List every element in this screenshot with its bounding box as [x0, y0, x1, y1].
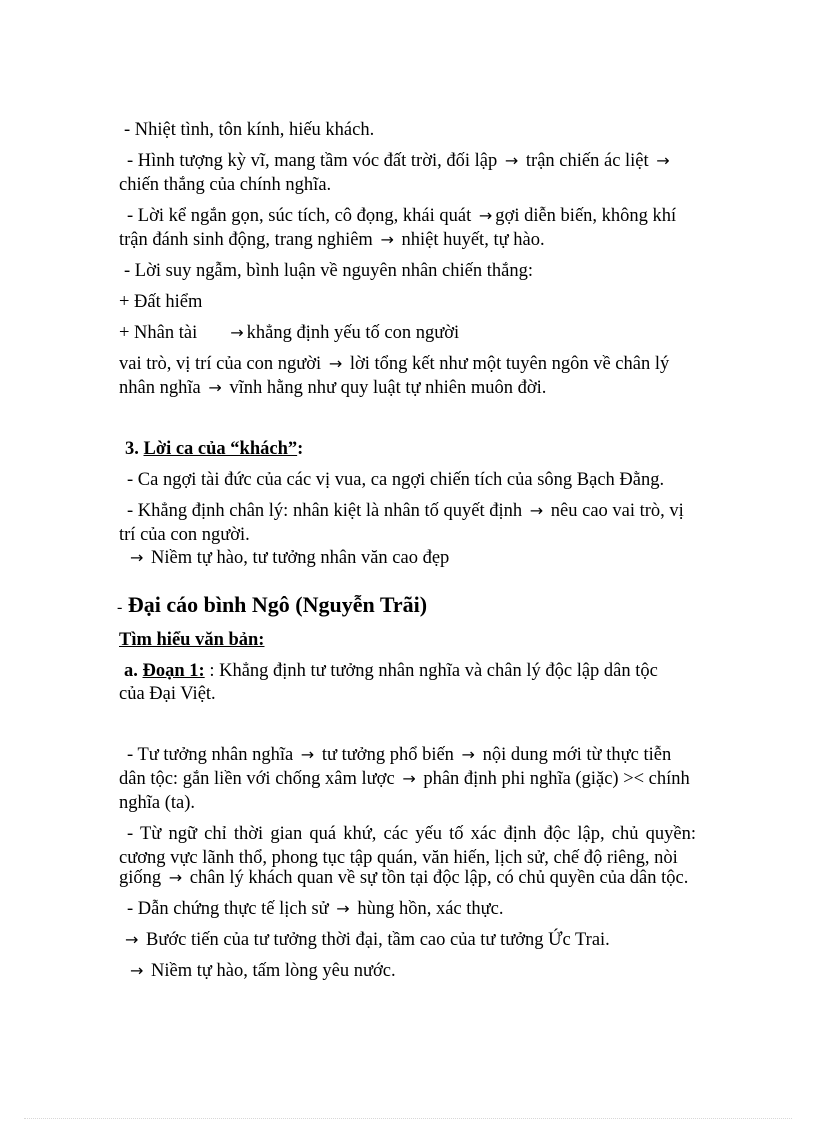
arrow-right-icon: → [130, 548, 144, 567]
text-line: → Niềm tự hào, tư tưởng nhân văn cao đẹp [127, 546, 704, 570]
text-line: trận đánh sinh động, trang nghiêm → nhiệt huyết, tự hào. [119, 230, 545, 250]
arrow-right-icon: → [478, 206, 493, 225]
arrow-right-icon: → [504, 151, 519, 170]
arrow-right-icon: → [402, 769, 416, 788]
text-line: - Ca ngợi tài đức của các vị vua, ca ngợi chiến tích của sông Bạch Đằng. [127, 470, 665, 490]
arrow-right-icon: → [656, 151, 670, 170]
arrow-right-icon: → [230, 323, 244, 342]
text-line: trí của con người. [119, 525, 250, 545]
arrow-right-icon: → [529, 501, 544, 520]
text-line: vai trò, vị trí của con người → lời tổng kết như một tuyên ngôn về chân lý [119, 354, 670, 374]
text-line: dân tộc: gắn liền với chống xâm lược → phân định phi nghĩa (giặc) >< chính [119, 769, 690, 789]
arrow-right-icon: → [461, 745, 475, 764]
sub-heading: Tìm hiểu văn bản: [119, 630, 265, 650]
text-line: - Lời suy ngẫm, bình luận về nguyên nhân chiến thắng: [124, 261, 533, 281]
text-line: nhân nghĩa → vĩnh hằng như quy luật tự nhiên muôn đời. [119, 378, 547, 398]
arrow-right-icon: → [130, 961, 144, 980]
text-line: + Nhân tài → khẳng định yếu tố con người [119, 323, 460, 343]
arrow-right-icon: → [380, 230, 394, 249]
text-line: - Nhiệt tình, tôn kính, hiếu khách. [124, 120, 375, 140]
arrow-right-icon: → [125, 930, 139, 949]
arrow-right-icon: → [300, 745, 315, 764]
text-paragraph: - Từ ngữ chỉ thời gian quá khứ, các yếu tố xác định độc lập, chủ quyền: cương vực lãnh thổ, phong tục tập quán, văn hiến, lịch sử, chế độ riêng, nòi [119, 824, 696, 868]
text-line: chiến thắng của chính nghĩa. [119, 175, 332, 195]
text-line: → Bước tiến của tư tưởng thời đại, tầm cao của tư tưởng Ức Trai. [122, 928, 699, 952]
text-paragraph: a. Đoạn 1: : Khẳng định tư tưởng nhân nghĩa và chân lý độc lập dân tộc [124, 661, 658, 681]
arrow-right-icon: → [328, 354, 343, 373]
section-heading: - Đại cáo bình Ngô (Nguyễn Trãi) [117, 592, 428, 617]
text-line: → Niềm tự hào, tấm lòng yêu nước. [127, 959, 704, 983]
arrow-right-icon: → [168, 868, 183, 887]
text-line: nghĩa (ta). [119, 793, 196, 813]
arrow-right-icon: → [336, 899, 350, 918]
text-line: của Đại Việt. [119, 684, 216, 704]
text-line: - Lời kể ngắn gọn, súc tích, cô đọng, khái quát → gợi diễn biến, không khí [127, 206, 677, 226]
arrow-right-icon: → [208, 378, 222, 397]
text-line: + Đất hiểm [119, 292, 203, 312]
section-heading: 3. Lời ca của “khách”: [125, 439, 304, 459]
text-line: giống → chân lý khách quan về sự tồn tại độc lập, có chủ quyền của dân tộc. [119, 868, 689, 888]
text-line: - Hình tượng kỳ vĩ, mang tầm vóc đất trời, đối lập → trận chiến ác liệt → [127, 149, 704, 173]
text-line: - Khẳng định chân lý: nhân kiệt là nhân tố quyết định → nêu cao vai trò, vị [127, 501, 684, 521]
text-line: - Tư tưởng nhân nghĩa → tư tưởng phổ biến → nội dung mới từ thực tiễn [127, 745, 672, 765]
text-line: - Dẫn chứng thực tế lịch sử → hùng hồn, xác thực. [127, 899, 504, 919]
page-divider [24, 1118, 792, 1119]
